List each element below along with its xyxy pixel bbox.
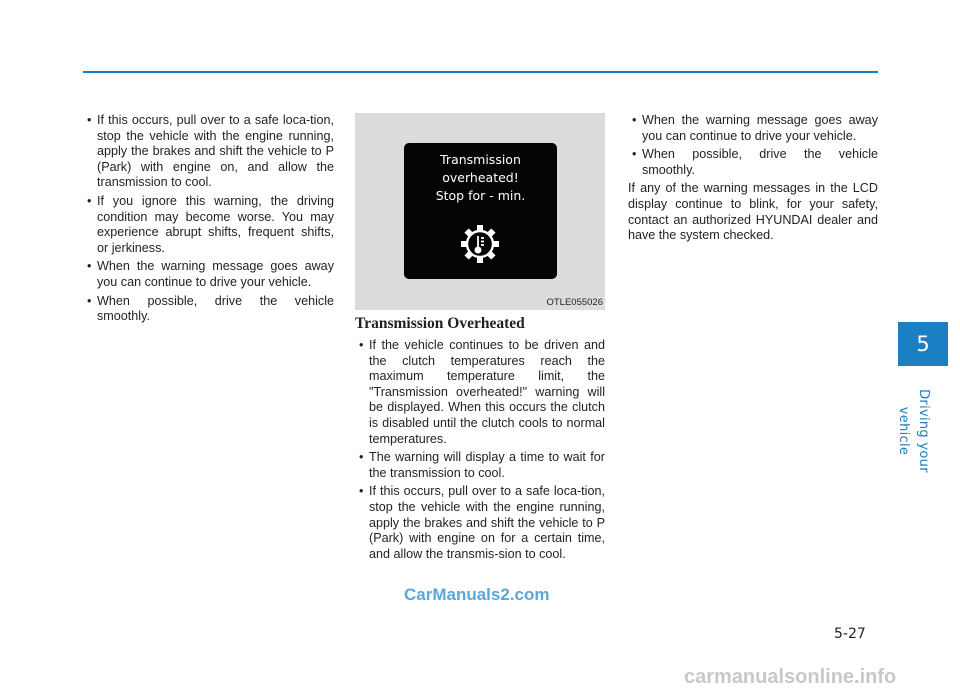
chapter-number: 5 (916, 332, 930, 356)
bullet-list (355, 338, 605, 562)
warning-display-figure (355, 113, 605, 310)
list-item: • The warning will display a time to wait for the transmission to cool. (355, 450, 605, 481)
list-item: • When the warning message goes away you can continue to drive your vehicle. (83, 259, 334, 290)
figure-code: OTLE055026 (546, 297, 603, 308)
warning-line: Transmission (440, 152, 521, 167)
warning-line: overheated! (442, 170, 519, 185)
warning-line: Stop for - min. (435, 188, 526, 203)
chapter-title: Driving your vehicle (896, 389, 931, 473)
watermark: CarManuals2.com (404, 585, 550, 604)
header-rule (83, 71, 878, 73)
list-item: • If you ignore this warning, the driving condition may become worse. You may experience abrupt shifts, frequent shifts, or jerkiness. (83, 194, 334, 256)
transmission-temperature-gear-icon (459, 223, 501, 265)
watermark: carmanualsonline.info (684, 666, 897, 688)
safety-paragraph: If any of the warning messages in the LCD display continue to blink, for your safety, contact an authorized HYUNDAI dealer and have the system checked. (628, 181, 878, 243)
bullet-list (628, 113, 878, 178)
column-left (83, 113, 334, 328)
chapter-number-tab (898, 322, 948, 366)
bullet-list (83, 113, 334, 325)
column-right (628, 113, 878, 244)
list-item: • When possible, drive the vehicle smoothly. (628, 147, 878, 178)
warning-message (404, 151, 557, 205)
column-middle (355, 315, 605, 565)
page-number: 5-27 (834, 626, 866, 642)
list-item: • When possible, drive the vehicle smoothly. (83, 294, 334, 325)
list-item: • If the vehicle continues to be driven and the clutch temperatures reach the maximum temperature limit, the "Transmission overheated!" warning will be displayed. When this occurs the clutch is disabled until the clutch cools to normal temperatures. (355, 338, 605, 447)
list-item: • When the warning message goes away you can continue to drive your vehicle. (628, 113, 878, 144)
list-item: • If this occurs, pull over to a safe loca-tion, stop the vehicle with the engine running, apply the brakes and shift the vehicle to P (Park) with engine on, and allow the transmission to cool. (83, 113, 334, 191)
section-heading: Transmission Overheated (355, 315, 525, 332)
lcd-screen (404, 143, 557, 279)
list-item: • If this occurs, pull over to a safe loca-tion, stop the vehicle with the engine running, apply the brakes and shift the vehicle to P (Park) with engine on for a certain time, and allow the transmis-sion to cool. (355, 484, 605, 562)
